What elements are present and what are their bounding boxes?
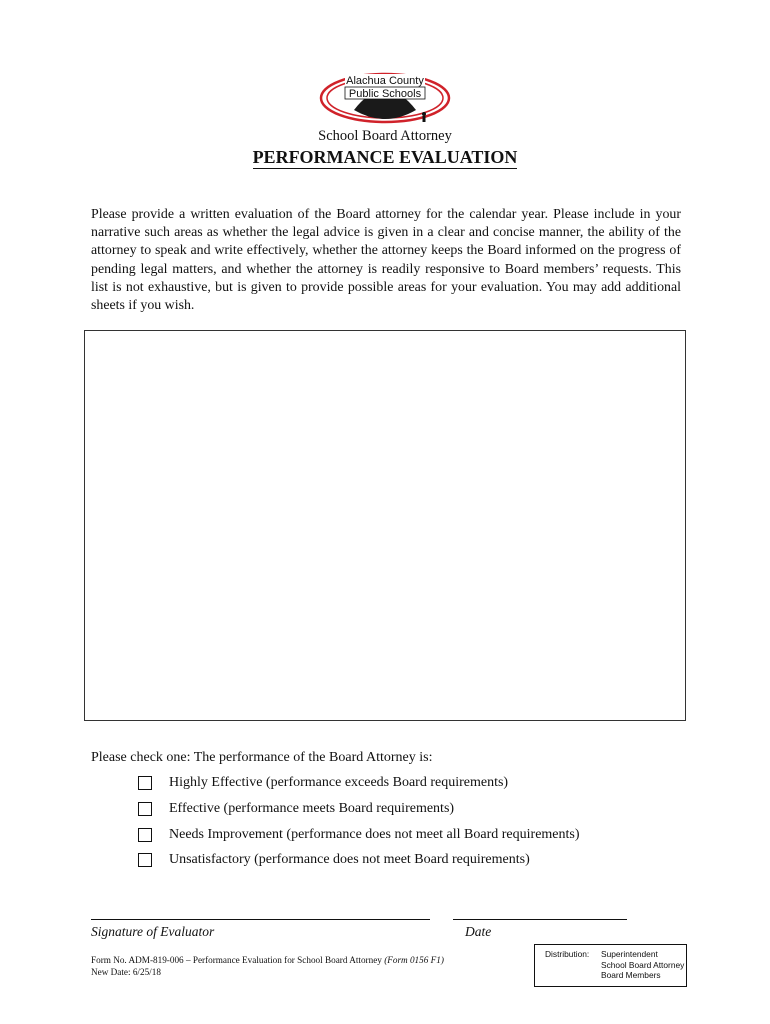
checkbox-unsatisfactory[interactable] bbox=[138, 853, 152, 867]
distribution-recipient: School Board Attorney bbox=[601, 959, 685, 970]
date-line[interactable] bbox=[453, 919, 627, 920]
distribution-recipient: Superintendent bbox=[601, 949, 658, 959]
checkbox-effective[interactable] bbox=[138, 802, 152, 816]
district-logo bbox=[318, 70, 452, 126]
form-subtitle: School Board Attorney bbox=[318, 128, 452, 144]
evaluation-text-area[interactable] bbox=[84, 330, 686, 721]
logo-line1: Alachua County bbox=[346, 75, 424, 87]
distribution-label: Distribution: bbox=[545, 949, 590, 959]
distribution-recipient: Board Members bbox=[601, 970, 661, 981]
form-new-date: New Date: 6/25/18 bbox=[91, 967, 161, 977]
form-footer bbox=[91, 954, 444, 978]
distribution-list bbox=[601, 949, 684, 981]
signature-line[interactable] bbox=[91, 919, 430, 920]
form-code: (Form 0156 F1) bbox=[384, 955, 444, 965]
form-title bbox=[0, 147, 770, 168]
signature-label: Signature of Evaluator bbox=[91, 924, 215, 939]
form-title-text: PERFORMANCE EVALUATION bbox=[252, 147, 518, 167]
logo-line2: Public Schools bbox=[348, 88, 422, 100]
checkbox-highly-effective[interactable] bbox=[138, 776, 152, 790]
checkbox-needs-improvement[interactable] bbox=[138, 828, 152, 842]
distribution-box bbox=[534, 944, 687, 987]
instructions-paragraph: Please provide a written evaluation of the Board attorney for the calendar year. Please include in your narrative such areas as whether the legal advice is given in a clear and concise manner, the ability of the attorney to speak and write effectively, whether the attorney keeps the Board informed on the progress of pending legal matters, and whether the attorney is readily responsive to Board members’ requests. This list is not exhaustive, but is given to provide possible areas for your evaluation. You may add additional sheets if you wish. bbox=[91, 207, 681, 314]
form-number-text: Form No. ADM-819-006 – Performance Evaluation for School Board Attorney bbox=[91, 955, 385, 965]
rating-prompt: Please check one: The performance of the Board Attorney is: bbox=[91, 750, 433, 765]
form-number bbox=[91, 954, 444, 966]
rating-option-label: Highly Effective (performance exceeds Board requirements) bbox=[169, 775, 509, 790]
rating-option-label: Needs Improvement (performance does not meet all Board requirements) bbox=[169, 827, 580, 842]
rating-option-label: Unsatisfactory (performance does not meet Board requirements) bbox=[169, 852, 530, 867]
rating-option-label: Effective (performance meets Board requirements) bbox=[169, 801, 455, 816]
date-label: Date bbox=[465, 924, 492, 939]
